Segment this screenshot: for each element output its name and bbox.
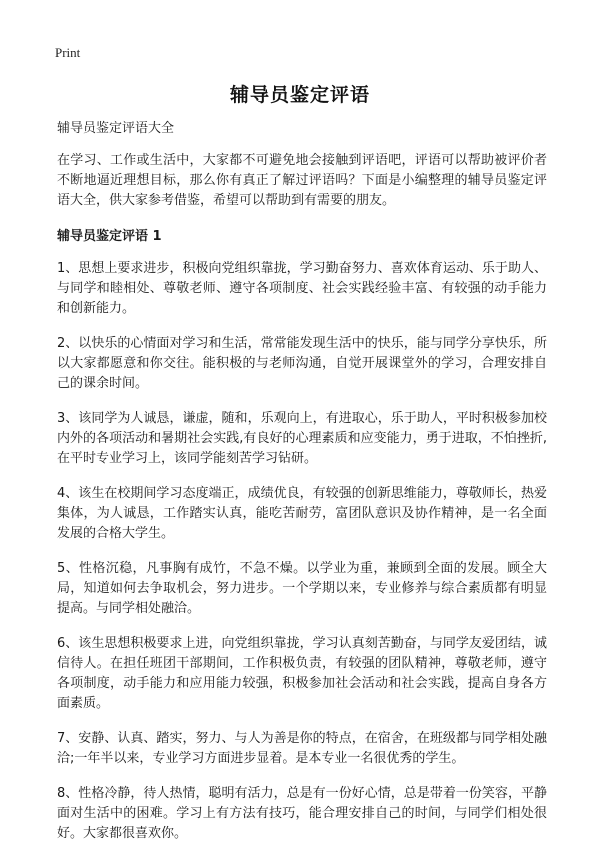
list-item: 3、该同学为人诚恳，谦虚，随和，乐观向上，有进取心，乐于助人，平时积极参加校内外的各项活动和暑期社会实践,有良好的心理素质和应变能力，勇于进取，不怕挫折,在平时专业学习上，该同学能刻苦学习钻研。	[57, 411, 547, 466]
list-item: 6、该生思想积极要求上进，向党组织靠拢，学习认真刻苦勤奋，与同学友爱团结，诚信待人。在担任班团干部期间，工作积极负责，有较强的团队精神，尊敬老师，遵守各项制度，动手能力和应用能力较强，积极参加社会活动和社会实践，提高自身各方面素质。	[57, 636, 547, 711]
print-link[interactable]: Print	[55, 45, 81, 60]
list-item: 1、思想上要求进步，积极向党组织靠拢，学习勤奋努力、喜欢体育运动、乐于助人、与同学和睦相处、尊敬老师、遵守各项制度、社会实践经验丰富、有较强的动手能力和创新能力。	[57, 261, 547, 316]
list-item: 4、该生在校期间学习态度端正，成绩优良，有较强的创新思维能力，尊敬师长，热爱集体，为人诚恳，工作踏实认真，能吃苦耐劳，富团队意识及协作精神，是一名全面发展的合格大学生。	[57, 486, 547, 541]
subtitle: 辅导员鉴定评语大全	[57, 121, 175, 136]
section-heading: 辅导员鉴定评语 1	[57, 229, 162, 244]
document-body	[57, 119, 547, 859]
page-title: 辅导员鉴定评语	[229, 84, 370, 106]
list-item: 5、性格沉稳，凡事胸有成竹，不急不燥。以学业为重，兼顾到全面的发展。顾全大局，知道如何去争取机会，努力进步。一个学期以来，专业修养与综合素质都有明显提高。与同学相处融洽。	[57, 561, 547, 616]
list-item: 2、以快乐的心情面对学习和生活，常常能发现生活中的快乐，能与同学分享快乐，所以大家都愿意和你交往。能积极的与老师沟通，自觉开展课堂外的学习，合理安排自己的课余时间。	[57, 336, 547, 391]
intro-paragraph: 在学习、工作或生活中，大家都不可避免地会接触到评语吧，评语可以帮助被评价者不断地逼近理想目标，那么你有真正了解过评语吗？下面是小编整理的辅导员鉴定评语大全，供大家参考借鉴，希望可以帮助到有需要的朋友。	[57, 153, 547, 208]
list-item: 7、安静、认真、踏实，努力、与人为善是你的特点，在宿舍，在班级都与同学相处融洽;一年半以来，专业学习方面进步显着。是本专业一名很优秀的学生。	[57, 731, 547, 766]
list-item: 8、性格冷静，待人热情，聪明有活力，总是有一份好心情，总是带着一份笑容，平静面对生活中的困难。学习上有方法有技巧，能合理安排自己的时间，与同学们相处很好。大家都很喜欢你。	[57, 786, 547, 841]
